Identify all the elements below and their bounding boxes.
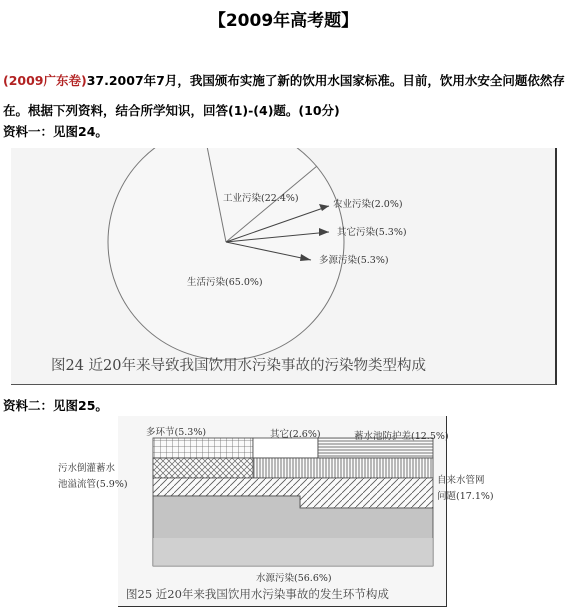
material-1-label: 资料一：见图24。 — [3, 124, 108, 139]
figure-24-caption: 图24 近20年来导致我国饮用水污染事故的污染物类型构成 — [51, 358, 427, 374]
material-2-label: 资料二：见图25。 — [3, 398, 108, 413]
question-intro — [3, 66, 565, 126]
pie-label-agricultural: 农业污染(2.0%) — [333, 199, 403, 210]
pie-label-other: 其它污染(5.3%) — [337, 227, 407, 238]
label-pipe-line2: 问题(17.1%) — [437, 491, 494, 502]
pie-slices — [108, 148, 344, 360]
question-text: 37.2007年7月，我国颁布实施了新的饮用水国家标准。目前，饮用水安全问题依然存在。根据下列资料，结合所学知识，回答(1)-(4)题。(10分) — [3, 73, 565, 118]
pie-slice-domestic — [108, 148, 344, 360]
label-water-source: 水源污染(56.6%) — [256, 573, 332, 584]
pie-label-domestic: 生活污染(65.0%) — [187, 277, 263, 288]
figure-25 — [118, 416, 447, 607]
label-reservoir: 蓄水池防护差(12.5%) — [354, 431, 449, 442]
area-water-source-shade — [153, 538, 433, 566]
label-other: 其它(2.6%) — [270, 429, 321, 440]
figure-24 — [11, 148, 557, 385]
figure-25-caption: 图25 近20年来我国饮用水污染事故的发生环节构成 — [126, 587, 389, 601]
pie-label-industrial: 工业污染(22.4%) — [223, 193, 299, 204]
question-source: (2009广东卷) — [3, 73, 87, 88]
area-multi-stage — [153, 438, 253, 458]
area-sewage-backflow — [153, 458, 253, 478]
pie-label-multi-source: 多源污染(5.3%) — [319, 255, 389, 266]
pie-chart — [11, 148, 555, 384]
label-sewage-line1: 污水倒灌蓄水 — [58, 463, 116, 474]
area-other — [253, 438, 318, 458]
label-sewage-line2: 池溢流管(5.9%) — [58, 479, 128, 490]
page-title: 【2009年高考题】 — [208, 11, 359, 31]
label-pipe-line1: 自来水管网 — [437, 475, 485, 486]
label-multi-stage: 多环节(5.3%) — [146, 427, 207, 438]
